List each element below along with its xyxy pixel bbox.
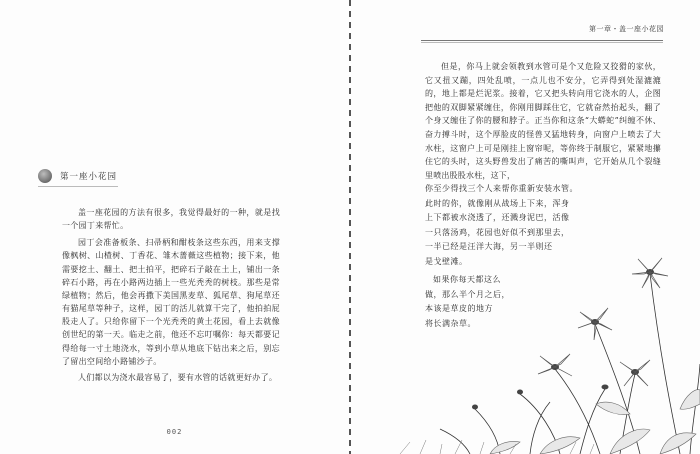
- body-paragraph-4: 但是，你马上就会领教到水管可是个又危险又狡猾的家伙，它又扭又蹦，四处乱喷，一点儿也不安分，它弄得到处湿漉漉的，地上都是烂泥浆。接着，它又把头转向用它浇水的人，企图把他的双脚紧紧缠住，你刚用脚踩住它，它就奋然抬起头，翻了个身又缠住了你的腰和脖子。正当你和这条“大蟒蛇”纠缠不休、奋力搏斗时，这个厚脸皮的怪兽又猛地转身，向窗户上喷去了大水柱，这窗户上可是刚挂上窗帘呢，等你终于制服它，紧紧地攥住它的头时，这头野兽发出了痛苦的嘶叫声，它开始从几个裂缝里喷出股股水柱，这下，: [425, 62, 661, 180]
- text-line: 此时的你，就像刚从战场上下来，浑身: [425, 198, 570, 208]
- text-line: 是戈壁滩。: [425, 256, 468, 266]
- page-number: 002: [166, 428, 183, 436]
- wildflower-sketch-icon: [380, 204, 700, 454]
- text-line: 你至少得找三个人来帮你重新安装水管。: [425, 184, 578, 194]
- poem-line: 如果你每天都这么: [433, 275, 501, 285]
- poem-line: 做，那么半个月之后，: [425, 289, 510, 299]
- text-line: 上下都被水浇透了，还溅身泥巴，活像: [425, 213, 570, 223]
- chapter-title: 第一座小花园: [60, 172, 118, 182]
- heading-rule: [38, 186, 118, 187]
- text-line: 一半已经是汪洋大海，另一半则还: [425, 242, 553, 252]
- chapter-bullet-icon: [38, 169, 52, 183]
- running-head: 第一章・盖一座小花园: [589, 25, 664, 33]
- right-page: [351, 0, 700, 454]
- poem-line: 将长满杂草。: [425, 318, 476, 328]
- running-head-rule: [421, 40, 663, 41]
- body-paragraph-1: 盖一座花园的方法有很多，我觉得最好的一种，就是找一个园丁来帮忙。: [62, 208, 280, 231]
- body-paragraph-2: 园丁会准备板条、扫帚柄和酣枝条这些东西，用来支撑像枫树、山楂树、丁香花、雏木蔷薇这些植物；接下来，他需要挖土、翻土、把土拍平，把碎石子敲在土上，铺出一条碎石小路，再在小路两边插上一些光秃秃的树枝。那些是常绿植物；然后，他会再撒下美国黑麦草、狐尾草、狗尾草还有猫尾草等种子，这样，园丁的活儿就算干完了，他拍拍屁股走人了。只给你留下一个光秃秃的黄土花园，看上去就像创世纪的第一天。临走之前，他还不忘叮嘱你：每天都要记得给每一寸土地浇水，等到小草从地底下钻出来之后，别忘了留出空间给小路铺沙子。: [62, 238, 280, 366]
- body-paragraph-3: 人们都以为浇水最容易了，要有水管的话就更好办了。: [78, 372, 278, 382]
- running-head-rule-thin: [421, 42, 663, 43]
- text-line: 一只落汤鸡，花园也好似不到那里去，: [425, 227, 570, 237]
- poem-line: 本该是草皮的地方: [425, 304, 493, 314]
- chapter-heading: [38, 169, 117, 183]
- left-page: [0, 0, 349, 454]
- left-body-text: [62, 206, 280, 387]
